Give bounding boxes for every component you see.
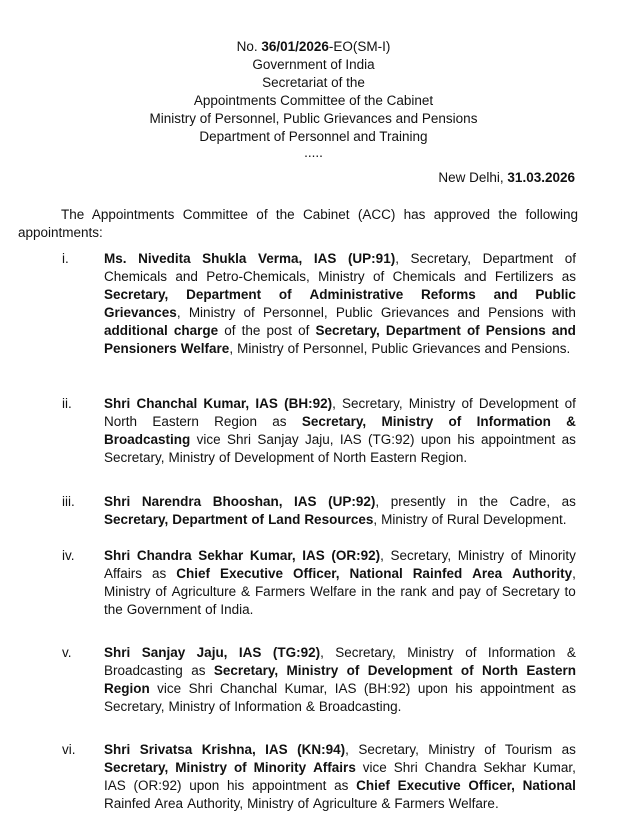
- word: to: [564, 584, 576, 599]
- bold-word: Administrative: [309, 287, 404, 302]
- word: the: [104, 602, 123, 617]
- bold-word: Officer,: [292, 566, 340, 581]
- word: as: [272, 414, 287, 429]
- word: his: [227, 778, 245, 793]
- word: upon: [189, 778, 220, 793]
- word: of: [510, 548, 523, 563]
- word: and: [457, 305, 480, 320]
- bold-word: (BH:92): [284, 396, 333, 411]
- bold-word: Chanchal: [136, 396, 198, 411]
- bold-word: Shri: [104, 548, 131, 563]
- bold-word: of: [233, 760, 247, 775]
- bold-word: Minority: [253, 760, 307, 775]
- bold-word: Secretary,: [301, 414, 367, 429]
- word: Agriculture: [171, 584, 237, 599]
- word: upon: [417, 681, 448, 696]
- bold-word: Secretary,: [213, 663, 279, 678]
- bold-word: IAS: [302, 548, 325, 563]
- word: of: [287, 341, 299, 356]
- punctuation: ,: [395, 251, 399, 266]
- word: Ministry: [237, 341, 284, 356]
- word: &: [241, 584, 251, 599]
- word: Broadcasting: [104, 663, 183, 678]
- word: post: [266, 323, 292, 338]
- bold-word: Srivatsa: [139, 742, 193, 757]
- word: Sekhar: [483, 760, 527, 775]
- word: as: [561, 494, 576, 509]
- text-line: [104, 565, 576, 583]
- word: Kumar,: [533, 760, 576, 775]
- text-line: [104, 431, 576, 449]
- punctuation: ,: [572, 566, 576, 581]
- text-line: [104, 741, 576, 759]
- word: Ministry: [407, 645, 454, 660]
- bold-word: Area: [472, 566, 503, 581]
- item-text: [104, 741, 576, 813]
- text-line: [104, 322, 576, 340]
- word: Secretary,: [335, 645, 396, 660]
- word: of: [219, 699, 231, 714]
- text-line: [104, 493, 576, 511]
- bold-word: (OR:92): [331, 548, 381, 563]
- word: of: [465, 645, 477, 660]
- word: as: [191, 663, 206, 678]
- punctuation: ,: [373, 512, 378, 527]
- word: Personnel,: [263, 305, 328, 320]
- word: as: [561, 681, 576, 696]
- bold-word: IAS: [255, 396, 278, 411]
- item-number: vi.: [62, 742, 76, 757]
- item-text: [104, 493, 576, 529]
- word: IAS: [334, 681, 357, 696]
- word: Cadre,: [509, 494, 551, 509]
- word: Tourism: [504, 742, 553, 757]
- word: Information: [487, 645, 556, 660]
- word: Ministry: [428, 742, 475, 757]
- word: Government: [126, 602, 202, 617]
- bold-word: Chief: [176, 566, 210, 581]
- word: North: [104, 414, 138, 429]
- word: North: [333, 450, 367, 465]
- bold-word: of: [346, 663, 360, 678]
- word: Public: [371, 341, 409, 356]
- bold-word: North: [482, 663, 519, 678]
- item-number: iv.: [62, 548, 75, 563]
- word: of: [243, 305, 255, 320]
- word-group: [181, 340, 233, 358]
- text-line: [104, 449, 576, 467]
- bold-word: Ministry: [286, 663, 339, 678]
- word: India.: [220, 602, 254, 617]
- bold-word: Officer,: [468, 778, 515, 793]
- bold-word: of: [278, 287, 292, 302]
- header-line-secretariat: Secretariat of the: [262, 75, 365, 90]
- word: Public: [335, 305, 373, 320]
- word: Chemicals: [392, 269, 456, 284]
- bold-word: &: [566, 414, 576, 429]
- word: Region.: [420, 450, 468, 465]
- word: Secretary,: [104, 450, 165, 465]
- word: Development: [234, 450, 314, 465]
- bold-word: charge: [173, 323, 219, 338]
- word: Pensions.: [510, 341, 571, 356]
- item-text: [104, 395, 576, 467]
- bold-word: and: [493, 287, 518, 302]
- word: Rainfed: [104, 796, 151, 811]
- bold-word: (KN:94): [297, 742, 346, 757]
- header-line-acc: Appointments Committee of the Cabinet: [193, 93, 434, 108]
- text-line: [104, 759, 576, 777]
- text-line: [104, 680, 576, 698]
- bold-word: Secretary,: [104, 512, 169, 527]
- word-group: [331, 547, 384, 565]
- word: (TG:92): [368, 432, 415, 447]
- word: Shri: [393, 760, 418, 775]
- text-line: [104, 644, 576, 662]
- punctuation: ,: [229, 341, 234, 356]
- word: Secretary,: [390, 548, 452, 563]
- word: of: [485, 584, 497, 599]
- word: Department: [482, 251, 554, 266]
- word-group: [273, 644, 324, 662]
- word: presently: [390, 494, 446, 509]
- bold-word: Secretary,: [104, 287, 169, 302]
- text-line: [104, 795, 576, 813]
- word: Farmers: [254, 584, 306, 599]
- word: Farmers: [394, 796, 445, 811]
- word: the: [479, 494, 498, 509]
- bold-word: Krishna,: [201, 742, 256, 757]
- bold-word: Department: [385, 323, 461, 338]
- word: with: [551, 305, 576, 320]
- header-line-department: Department of Personnel and Training: [199, 129, 428, 144]
- text-line: [104, 601, 576, 619]
- word: as: [151, 566, 167, 581]
- word: vice: [362, 760, 387, 775]
- word: Shri: [227, 432, 252, 447]
- bold-word: (UP:92): [328, 494, 376, 509]
- intro-paragraph: The Appointments Committee of the Cabinet (ACC) has approved the following appointments:: [18, 207, 578, 240]
- bold-word: Information: [476, 414, 551, 429]
- bold-word: Resources: [304, 512, 374, 527]
- word: Broadcasting.: [318, 699, 402, 714]
- word: and: [463, 269, 487, 284]
- text-line: [104, 340, 576, 358]
- word: as: [561, 269, 576, 284]
- bold-word: Public: [535, 287, 576, 302]
- word: Personnel,: [302, 341, 368, 356]
- dateline: New Delhi, 31.03.2026: [438, 170, 575, 185]
- punctuation: ,: [176, 305, 181, 320]
- word: Information: [234, 699, 302, 714]
- bold-word: Ms.: [104, 251, 127, 266]
- bold-word: Sanjay: [141, 645, 186, 660]
- word: Eastern: [152, 414, 199, 429]
- word: Ministry: [104, 584, 151, 599]
- bold-word: Eastern: [526, 663, 576, 678]
- bold-word: Chief: [356, 778, 390, 793]
- word: as: [561, 742, 576, 757]
- word: of: [224, 323, 236, 338]
- word: Agriculture: [312, 796, 378, 811]
- bold-word: Pensions: [485, 323, 546, 338]
- word: of: [564, 396, 576, 411]
- word: vice: [196, 432, 221, 447]
- word: of: [372, 269, 385, 284]
- bold-word: Jaju,: [196, 645, 228, 660]
- text-line: [104, 250, 576, 268]
- word: Ministry: [318, 269, 365, 284]
- letterhead: [0, 38, 627, 160]
- word: Development: [478, 396, 559, 411]
- bold-word: of: [251, 512, 265, 527]
- word: Sanjay: [257, 432, 299, 447]
- word: of: [317, 450, 330, 465]
- word: and: [431, 584, 455, 599]
- word: the: [376, 584, 396, 599]
- word: of: [205, 602, 217, 617]
- punctuation: ,: [320, 645, 324, 660]
- word: Secretary: [501, 584, 560, 599]
- word: and: [484, 341, 507, 356]
- text-line: [104, 395, 576, 413]
- word: rank: [400, 584, 427, 599]
- word: Affairs: [104, 566, 143, 581]
- word: his: [455, 681, 473, 696]
- bold-word: Shukla: [202, 251, 247, 266]
- bold-word: Reforms: [421, 287, 476, 302]
- bold-word: Sekhar: [198, 548, 244, 563]
- word: of: [484, 742, 496, 757]
- word-group: [512, 565, 576, 583]
- word: Pensions: [488, 305, 544, 320]
- bold-word: Shri: [104, 742, 131, 757]
- word: Ministry: [381, 512, 428, 527]
- punctuation: ,: [375, 494, 380, 509]
- word: of: [431, 512, 443, 527]
- text-line: [104, 547, 576, 565]
- word: of: [219, 450, 231, 465]
- word-group: [284, 395, 336, 413]
- bold-word: (UP:91): [347, 251, 396, 266]
- bold-word: Grievances: [104, 305, 177, 320]
- word: Region: [214, 414, 257, 429]
- word: IAS: [339, 432, 362, 447]
- word-group: [104, 304, 181, 322]
- bold-word: Secretary,: [315, 323, 380, 338]
- text-line: [104, 511, 576, 529]
- word-group: [348, 250, 399, 268]
- bold-word: Executive: [219, 566, 283, 581]
- bold-word: IAS: [294, 494, 317, 509]
- bold-word: Secretary,: [104, 760, 169, 775]
- text-line: [104, 777, 576, 795]
- word: Ministry: [247, 796, 294, 811]
- word: Welfare.: [448, 796, 499, 811]
- item-number: iii.: [62, 494, 75, 509]
- bold-word: Rainfed: [412, 566, 463, 581]
- bold-word: Land: [268, 512, 301, 527]
- text-line: [104, 286, 576, 304]
- bold-word: National: [349, 566, 403, 581]
- word: as: [561, 432, 576, 447]
- bold-word: Welfare: [180, 341, 230, 356]
- bold-word: Chandra: [136, 548, 192, 563]
- punctuation: ,: [345, 742, 349, 757]
- word: of: [564, 251, 576, 266]
- word: &: [305, 699, 315, 714]
- word: upon: [420, 432, 451, 447]
- word: IAS: [104, 778, 126, 793]
- text-line: [104, 268, 576, 286]
- word: Authority,: [187, 796, 244, 811]
- bold-word: of: [448, 414, 462, 429]
- word: of: [298, 323, 310, 338]
- bold-word: Kumar,: [249, 548, 296, 563]
- item-number: v.: [62, 645, 72, 660]
- bold-word: additional: [104, 323, 168, 338]
- bold-word: Ministry: [381, 414, 434, 429]
- bold-word: Executive: [397, 778, 461, 793]
- word: of: [155, 584, 167, 599]
- word: Welfare: [310, 584, 357, 599]
- text-line: [104, 304, 576, 322]
- word: of: [461, 396, 473, 411]
- bold-word: Affairs: [313, 760, 356, 775]
- word: Secretary,: [358, 742, 419, 757]
- word: appointment: [480, 681, 555, 696]
- bold-word: Development: [367, 663, 453, 678]
- bold-word: (TG:92): [272, 645, 321, 660]
- bold-word: Shri: [104, 494, 131, 509]
- bold-word: of: [460, 663, 474, 678]
- text-line: [104, 583, 576, 601]
- bold-word: Region: [104, 681, 150, 696]
- word-group: [297, 741, 349, 759]
- bold-word: Ministry: [175, 760, 227, 775]
- word: pay: [459, 584, 481, 599]
- word: Minority: [528, 548, 576, 563]
- bold-word: Department: [172, 512, 248, 527]
- bold-word: of: [466, 323, 480, 338]
- word: Secretary,: [342, 396, 403, 411]
- bold-word: Authority: [512, 566, 573, 581]
- word: Chandra: [424, 760, 477, 775]
- bold-word: IAS: [238, 645, 262, 660]
- bold-word: Bhooshan,: [212, 494, 283, 509]
- header-separator: .....: [304, 145, 323, 160]
- bold-word: National: [522, 778, 576, 793]
- item-text: [104, 250, 576, 358]
- word: Ministry: [408, 396, 456, 411]
- word: Shri: [188, 681, 213, 696]
- word: Ministry: [168, 699, 216, 714]
- word: Rural: [446, 512, 480, 527]
- order-number: No. 36/01/2026-EO(SM-I): [236, 39, 391, 54]
- word: in: [457, 494, 468, 509]
- word: as: [334, 778, 349, 793]
- item-text: [104, 644, 576, 716]
- text-line: [104, 698, 576, 716]
- word: Fertilizers: [494, 269, 554, 284]
- word-group: [328, 493, 379, 511]
- word: Eastern: [370, 450, 417, 465]
- word: appointment: [480, 432, 556, 447]
- bold-word: Pensioners: [104, 341, 177, 356]
- text-line: [104, 413, 576, 431]
- item-number: ii.: [62, 396, 72, 411]
- bold-word: IAS: [265, 742, 288, 757]
- word: Chemicals: [104, 269, 168, 284]
- word: Grievances: [380, 305, 450, 320]
- word: of: [297, 796, 309, 811]
- word-group: [304, 511, 377, 529]
- word: the: [241, 323, 261, 338]
- word: Area: [154, 796, 184, 811]
- bold-word: Verma,: [258, 251, 303, 266]
- word: vice: [157, 681, 182, 696]
- header-line-ministry: Ministry of Personnel, Public Grievances and Pensions: [149, 111, 478, 126]
- word: Development.: [483, 512, 567, 527]
- bold-word: Kumar,: [203, 396, 250, 411]
- word: Ministry: [188, 305, 236, 320]
- word: appointment: [252, 778, 327, 793]
- word: Secretary,: [410, 251, 472, 266]
- word: Kumar,: [284, 681, 328, 696]
- bold-word: IAS: [313, 251, 337, 266]
- word: &: [566, 645, 576, 660]
- word: Petro-Chemicals,: [206, 269, 310, 284]
- word: Jaju,: [305, 432, 334, 447]
- bold-word: Shri: [104, 396, 131, 411]
- bold-word: Broadcasting: [104, 432, 191, 447]
- word: his: [457, 432, 475, 447]
- bold-word: Nivedita: [138, 251, 191, 266]
- punctuation: ,: [380, 548, 384, 563]
- header-line-government: Government of India: [252, 57, 375, 72]
- word: (BH:92): [363, 681, 411, 696]
- word: (OR:92): [133, 778, 182, 793]
- item-text: [104, 547, 576, 619]
- word: Chanchal: [220, 681, 278, 696]
- word: in: [361, 584, 372, 599]
- item-number: i.: [62, 251, 69, 266]
- bold-word: Shri: [104, 645, 131, 660]
- word: Ministry: [168, 450, 216, 465]
- bold-word: and: [551, 323, 576, 338]
- word: Ministry: [457, 548, 505, 563]
- word: Secretary,: [104, 699, 165, 714]
- word: and: [175, 269, 198, 284]
- text-line: [104, 662, 576, 680]
- bold-word: Narendra: [141, 494, 202, 509]
- punctuation: ,: [332, 396, 336, 411]
- bold-word: Department: [186, 287, 262, 302]
- word: &: [381, 796, 391, 811]
- word: Grievances: [412, 341, 481, 356]
